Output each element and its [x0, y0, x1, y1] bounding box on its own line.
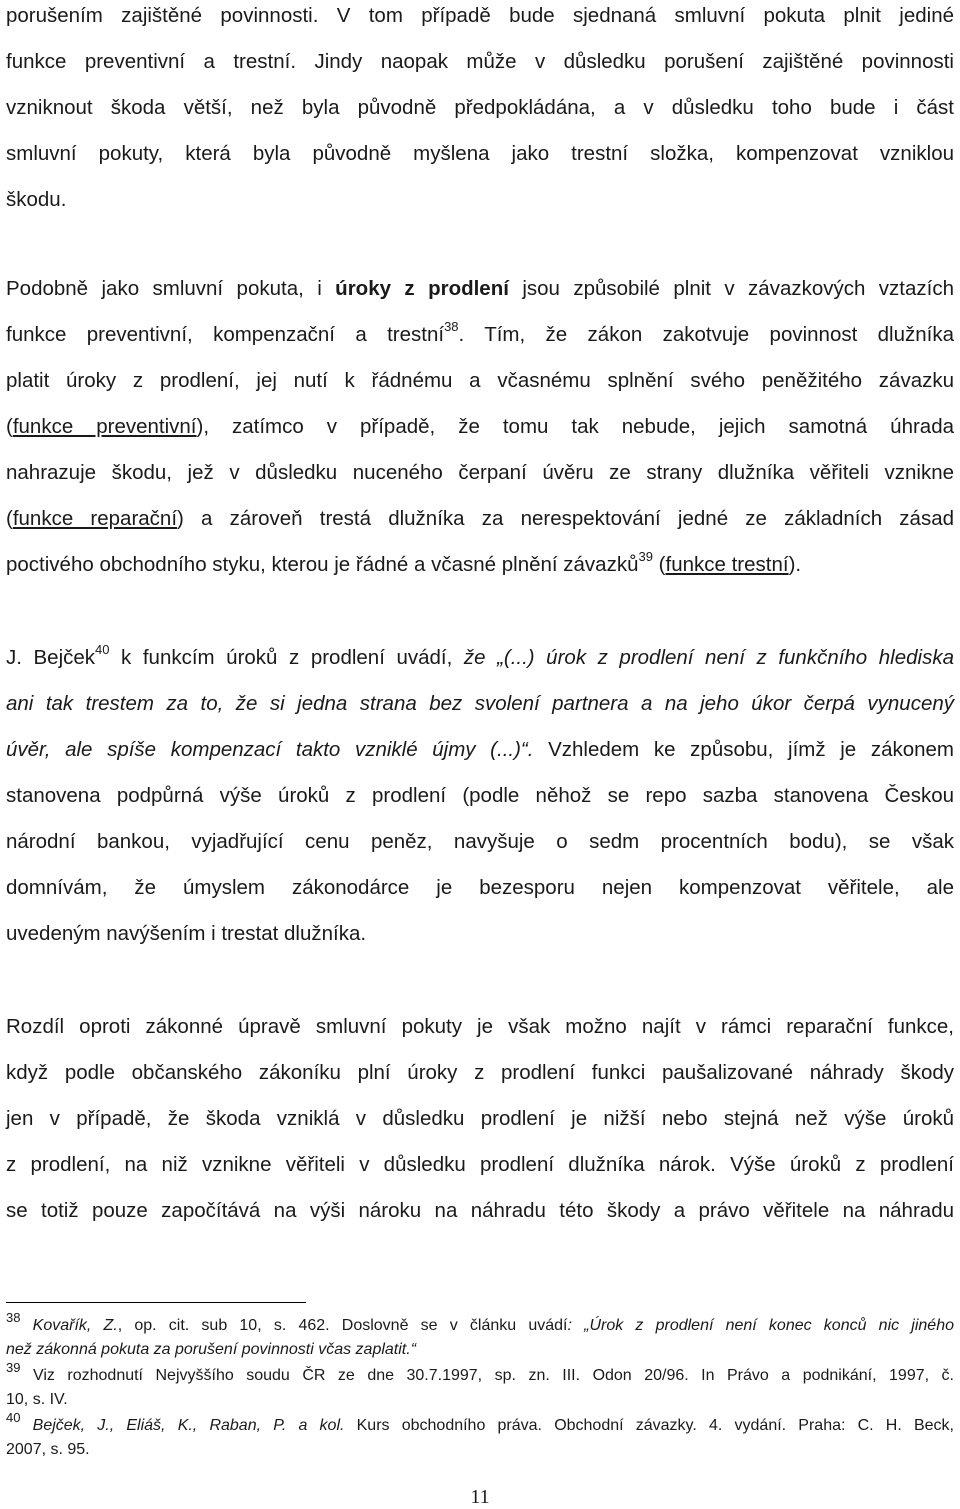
underlined-term: funkce preventivní: [12, 415, 197, 438]
text-run: Podobně jako smluvní pokuta, i: [6, 277, 336, 300]
text-line: vzniknout škoda větší, než byla původně předpokládána, a v důsledku toho bude i část: [6, 96, 954, 119]
footnote-ref-39[interactable]: 39: [638, 549, 653, 565]
text-line: [6, 507, 954, 531]
text-run: J. Bejček: [6, 646, 96, 669]
text-line: [6, 642, 954, 670]
footnote-39: [6, 1359, 954, 1386]
text-run: , op. cit. sub 10, s. 462. Doslovně se v článku uvádí: [117, 1317, 568, 1334]
text-run: . Tím, že zákon zakotvuje povinnost dlužníka: [458, 323, 954, 346]
text-line: porušením zajištěné povinnosti. V tom případě bude sjednaná smluvní pokuta plnit jediné: [6, 4, 954, 27]
text-run: ) a zároveň trestá dlužníka za nerespektování jedné ze základních zásad: [177, 507, 955, 530]
text-run: poctivého obchodního styku, kterou je řádné a včasné plnění závazků: [6, 553, 639, 576]
author-name: Bejček, J., Eliáš, K., Raban, P. a kol.: [20, 1417, 345, 1434]
text-run: Viz rozhodnutí Nejvyššího soudu ČR ze dne 30.7.1997, sp. zn. III. Odon 20/96. In Právo a podnikání, 1997, č.: [20, 1367, 954, 1384]
text-line: stanovena podpůrná výše úroků z prodlení (podle něhož se repo sazba stanovena Českou: [6, 784, 954, 807]
footnote-number: 39: [6, 1359, 21, 1375]
text-run: (: [6, 507, 13, 530]
quote-text: že „(...) úrok z prodlení není z funkčního hlediska: [463, 646, 954, 669]
text-line: [6, 692, 954, 716]
text-run: (: [6, 415, 13, 438]
footnote-40: [6, 1409, 955, 1436]
text-line: [6, 738, 954, 762]
footnote-number: 38: [6, 1309, 21, 1325]
footnote-number: 40: [6, 1409, 21, 1425]
text-line: [6, 549, 954, 577]
underlined-term: funkce trestní: [665, 553, 789, 576]
footnote-separator: [6, 1302, 306, 1303]
text-line: platit úroky z prodlení, jej nutí k řádnému a včasnému splnění svého peněžitého závazku: [6, 369, 954, 392]
text-run: Vzhledem ke způsobu, jímž je zákonem: [533, 738, 955, 761]
footnote-38-cont: [6, 1340, 954, 1360]
footnote-ref-40[interactable]: 40: [95, 642, 110, 658]
footnote-ref-38[interactable]: 38: [444, 319, 459, 335]
text-line: se totiž pouze započítává na výši nároku na náhradu této škody a právo věřitele na náhradu: [6, 1199, 954, 1222]
text-line: funkce preventivní a trestní. Jindy naopak může v důsledku porušení zajištěné povinnosti: [6, 50, 954, 73]
footnote-38: [6, 1309, 955, 1336]
quote-text: než zákonná pokuta za porušení povinnosti včas zaplatit.“: [6, 1341, 417, 1358]
footnote-39-cont: 10, s. IV.: [6, 1391, 68, 1408]
text-line: nahrazuje škodu, jež v důsledku nuceného čerpaní úvěru ze strany dlužníka věřiteli vznikne: [6, 461, 954, 484]
quote-text: úvěr, ale spíše kompenzací takto vzniklé újmy (...)“.: [6, 738, 534, 761]
text-line: když podle občanského zákoníku plní úroky z prodlení funkci paušalizované náhrady škody: [6, 1061, 954, 1084]
text-run: ), zatímco v případě, že tomu tak nebude, jejich samotná úhrada: [196, 415, 954, 438]
text-run: ).: [788, 553, 802, 576]
text-line: z prodlení, na niž vznikne věřiteli v důsledku prodlení dlužníka nárok. Výše úroků z prodlení: [6, 1153, 954, 1176]
text-line: [6, 319, 954, 347]
text-run: (: [652, 553, 666, 576]
text-line: domnívám, že úmyslem zákonodárce je bezesporu nejen kompenzovat věřitele, ale: [6, 876, 954, 899]
text-run: funkce preventivní, kompenzační a trestní: [6, 323, 445, 346]
text-line: [6, 415, 954, 439]
text-run: Kurs obchodního práva. Obchodní závazky. 4. vydání. Praha: C. H. Beck,: [344, 1417, 955, 1434]
underlined-term: funkce reparační: [12, 507, 178, 530]
text-run: jsou způsobilé plnit v závazkových vztazích: [508, 277, 954, 300]
text-line: Rozdíl oproti zákonné úpravě smluvní pokuty je však možno najít v rámci reparační funkce,: [6, 1015, 954, 1038]
author-name: Kovařík, Z.: [32, 1317, 118, 1334]
text-line: uvedeným navýšením i trestat dlužníka.: [6, 922, 367, 945]
text-line: škodu.: [6, 188, 67, 211]
text-line: smluvní pokuty, která byla původně myšlena jako trestní složka, kompenzovat vzniklou: [6, 142, 954, 165]
text-line: [6, 277, 954, 301]
bold-term: úroky z prodlení: [335, 277, 509, 300]
text-line: jen v případě, že škoda vzniklá v důsledku prodlení je nižší nebo stejná než výše úroků: [6, 1107, 954, 1130]
page-number: 11: [470, 1486, 490, 1508]
quote-text: : „Úrok z prodlení není konec konců nic jiného: [567, 1317, 955, 1334]
text-run: k funkcím úroků z prodlení uvádí,: [109, 646, 464, 669]
quote-text: ani tak trestem za to, že si jedna strana bez svolení partnera a na jeho úkor čerpá vynucený: [6, 692, 954, 715]
text-line: národní bankou, vyjadřující cenu peněz, navyšuje o sedm procentních bodu), se však: [6, 830, 954, 853]
footnote-40-cont: 2007, s. 95.: [6, 1441, 90, 1458]
